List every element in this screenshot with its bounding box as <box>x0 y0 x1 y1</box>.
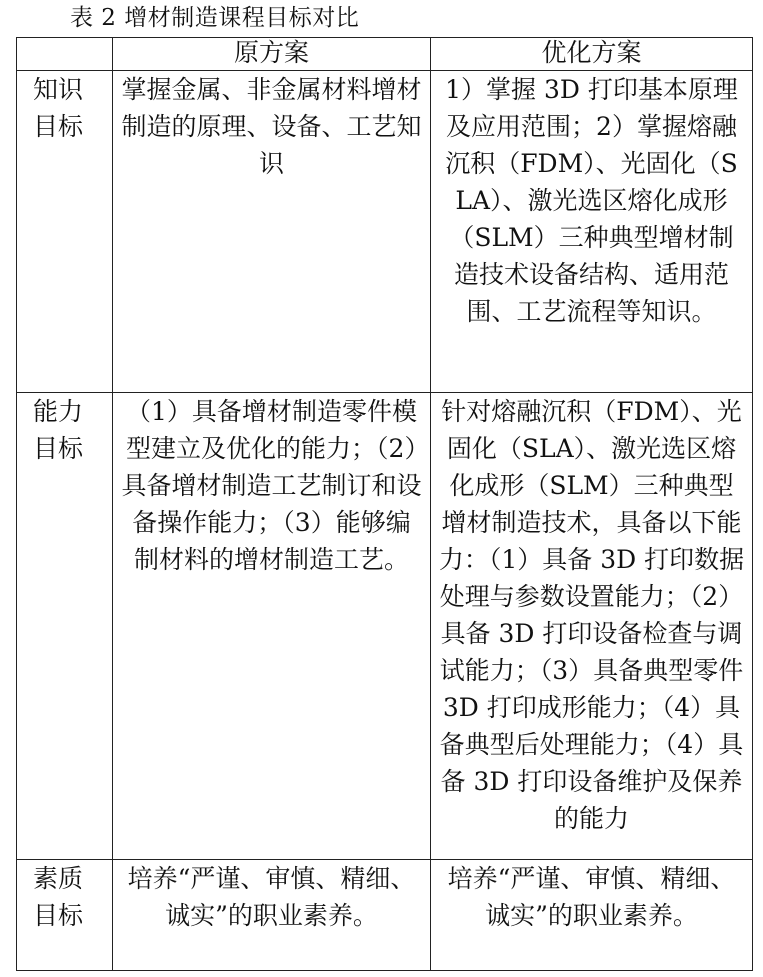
header-empty-cell <box>17 38 113 71</box>
row-label: 知识目标 <box>17 71 113 393</box>
row-label: 素质目标 <box>17 859 113 970</box>
header-optimized-plan: 优化方案 <box>431 38 753 71</box>
table-row <box>17 859 753 970</box>
optimized-plan-cell: 针对熔融沉积（FDM）、光固化（SLA）、激光选区熔化成形（SLM）三种典型增材制造技术，具备以下能力：（1）具备 3D 打印数据处理与参数设置能力；（2）具备 3D 打印设备检查与调试能力；（3）具备典型零件 3D 打印成形能力；（4）具备典型后处理能力；（4）具备 3D 打印设备维护及保养的能力 <box>431 393 753 860</box>
optimized-plan-cell: 培养“严谨、审慎、精细、诚实”的职业素养。 <box>431 859 753 970</box>
original-plan-cell: 培养“严谨、审慎、精细、诚实”的职业素养。 <box>113 859 431 970</box>
header-original-plan: 原方案 <box>113 38 431 71</box>
table-row <box>17 393 753 860</box>
table-caption: 表 2 增材制造课程目标对比 <box>70 5 360 31</box>
optimized-plan-cell: 1）掌握 3D 打印基本原理及应用范围；2）掌握熔融沉积（FDM）、光固化（SLA）、激光选区熔化成形（SLM）三种典型增材制造技术设备结构、适用范围、工艺流程等知识。 <box>431 71 753 393</box>
original-plan-cell: 掌握金属、非金属材料增材制造的原理、设备、工艺知识 <box>113 71 431 393</box>
original-plan-cell: （1）具备增材制造零件模型建立及优化的能力；（2）具备增材制造工艺制订和设备操作能力；（3）能够编制材料的增材制造工艺。 <box>113 393 431 860</box>
table-header-row <box>17 38 753 71</box>
row-label: 能力目标 <box>17 393 113 860</box>
table-row <box>17 71 753 393</box>
comparison-table <box>16 37 753 971</box>
